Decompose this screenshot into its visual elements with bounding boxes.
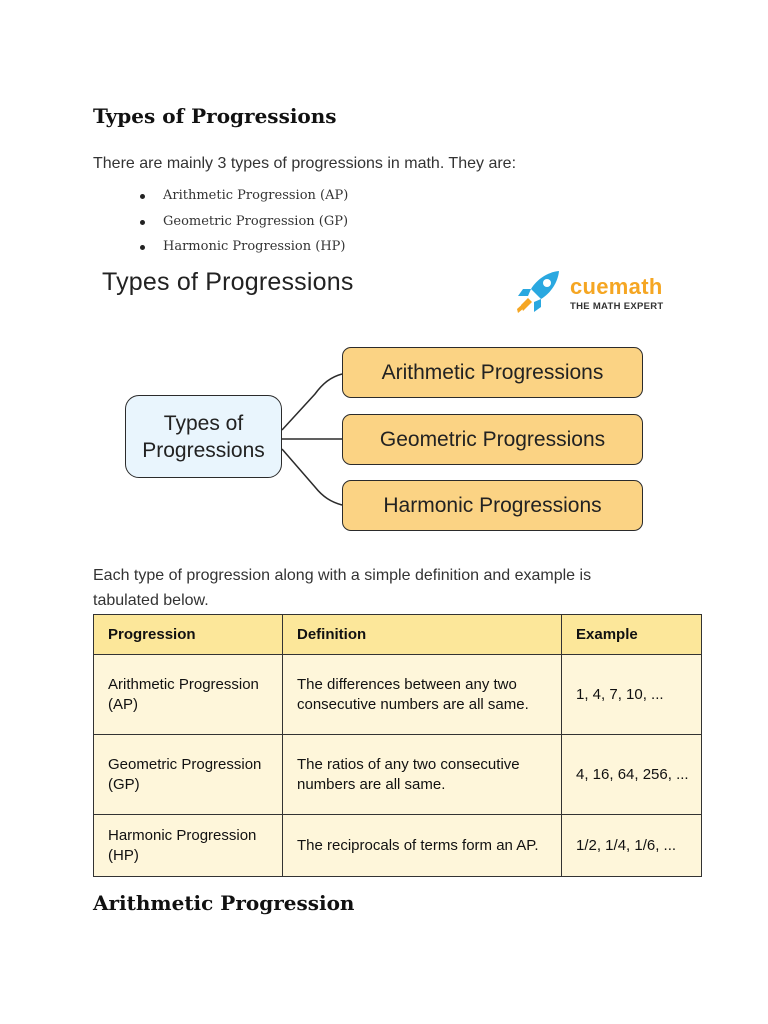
progressions-table [93,614,702,877]
progression-list [138,186,348,263]
list-item: Arithmetic Progression (AP) [138,186,348,212]
list-item: Geometric Progression (GP) [138,212,348,238]
section-heading: Arithmetic Progression [93,891,355,915]
table-cell: The reciprocals of terms form an AP. [283,815,562,877]
branch-arithmetic: Arithmetic Progressions [342,347,643,398]
branch-geometric: Geometric Progressions [342,414,643,465]
branch-harmonic: Harmonic Progressions [342,480,643,531]
types-of-progressions-diagram [95,262,664,542]
table-cell: 4, 16, 64, 256, ... [562,735,702,815]
intro-text: There are mainly 3 types of progressions in math. They are: [93,155,517,172]
column-header: Definition [283,615,562,655]
column-header: Progression [94,615,283,655]
table-cell: The differences between any two consecutive numbers are all same. [283,655,562,735]
table-row [94,735,702,815]
column-header: Example [562,615,702,655]
table-cell: Harmonic Progression (HP) [94,815,283,877]
table-cell: 1/2, 1/4, 1/6, ... [562,815,702,877]
list-item: Harmonic Progression (HP) [138,237,348,263]
page-title: Types of Progressions [93,104,337,128]
logo-tagline: THE MATH EXPERT [570,301,664,312]
logo-wordmark: cuemath [570,274,663,299]
table-cell: The ratios of any two consecutive numbers are all same. [283,735,562,815]
table-cell: Geometric Progression (GP) [94,735,283,815]
table-intro: Each type of progression along with a simple definition and example is tabulated below. [93,567,592,609]
table-cell: 1, 4, 7, 10, ... [562,655,702,735]
table-row [94,815,702,877]
table-cell: Arithmetic Progression (AP) [94,655,283,735]
table-row [94,655,702,735]
table-header-row [94,615,702,655]
center-node: Types of Progressions [125,395,282,478]
diagram-title: Types of Progressions [102,268,354,296]
